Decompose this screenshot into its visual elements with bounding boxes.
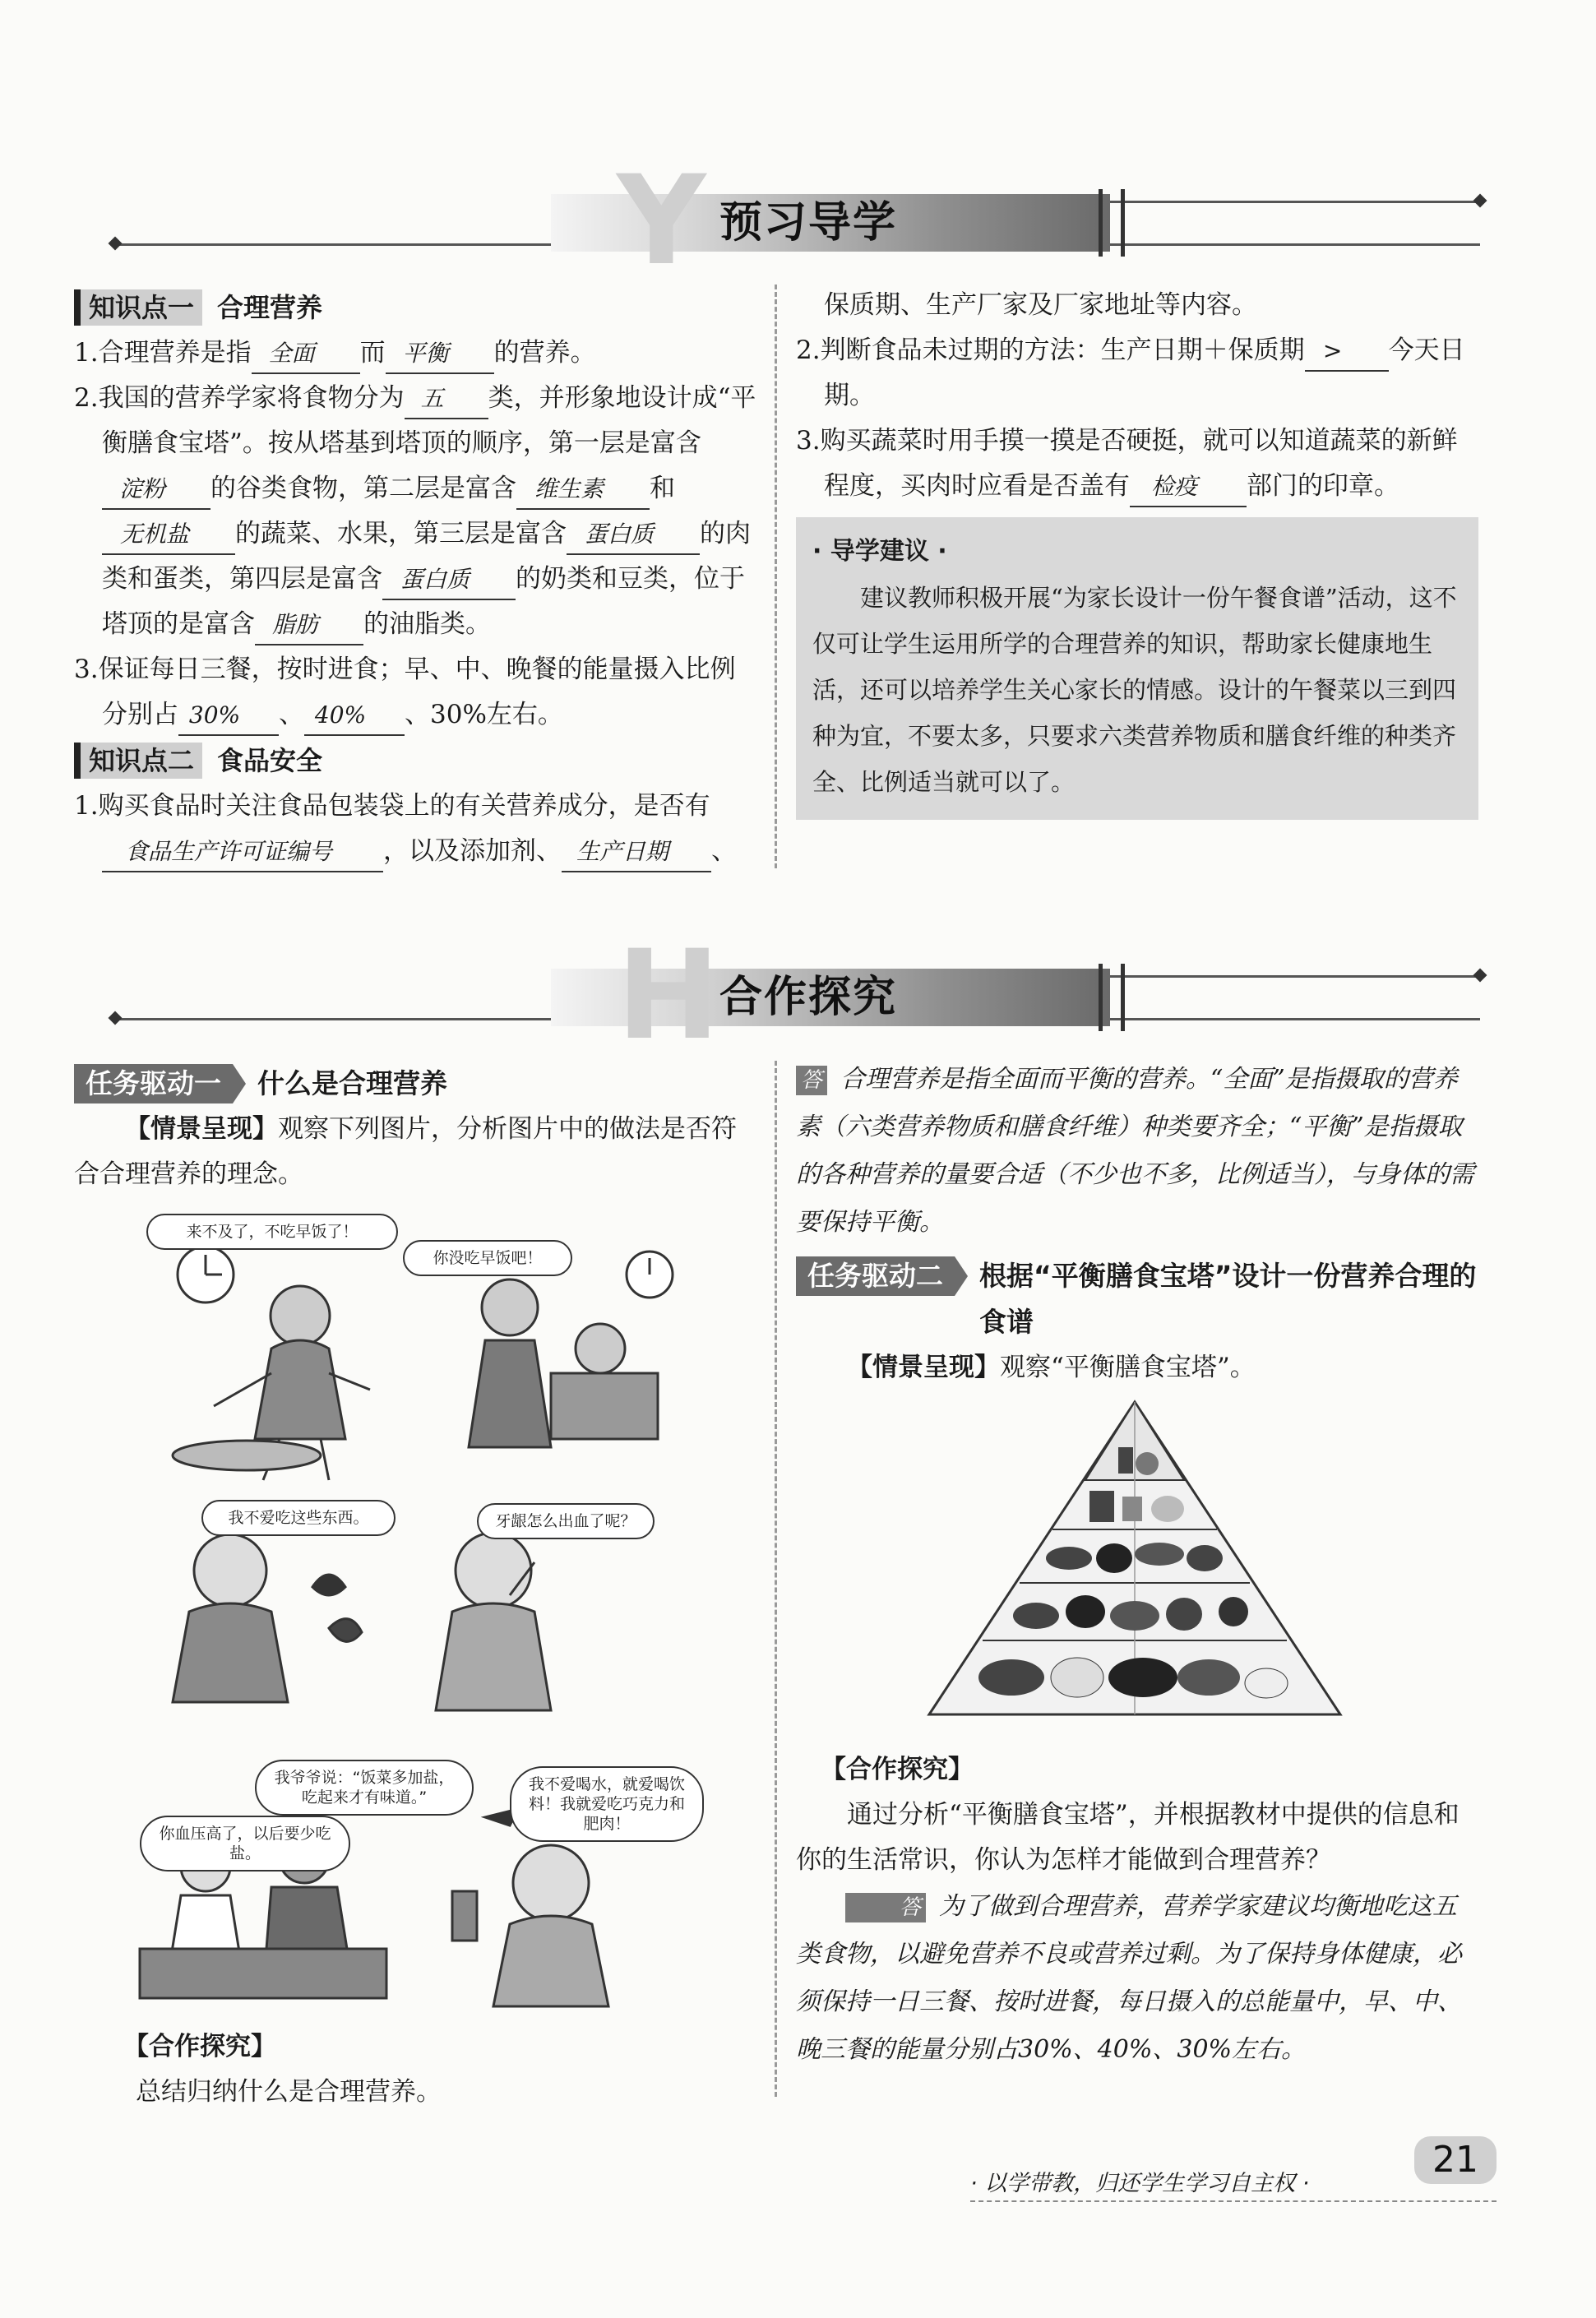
task2-scene: 【情景呈现】观察“平衡膳食宝塔”。 [847,1353,1256,1382]
kp2-tag: 知识点二 [74,743,202,779]
task1-scene: 【情景呈现】观察下列图片，分析图片中的做法是否符合合理营养的理念。 [74,1114,737,1189]
section-letter: Y [617,150,706,293]
blank: 平衡 [386,335,494,374]
tip-text: 建议教师积极开展“为家长设计一份午餐食谱”活动，这不仅可让学生运用所学的合理营养的知识，帮助家长健康地生活，还可以培养学生关心家长的情感。设计的午餐菜以三到四种为宜，不要太多，只要求六类营养物质和膳食纤维的种类齐全、比例适当就可以了。 [812,584,1457,796]
section-title: 合作探究 [719,973,898,1022]
rule-dot-left [109,1011,123,1025]
blank: 生产日期 [562,833,711,872]
task1-coop-label: 【合作探究】 [123,2032,276,2061]
task1-tag: 任务驱动一 [74,1064,233,1103]
answer-mark: 答 [845,1893,926,1922]
task2-answer: 答 为了做到合理营养，营养学家建议均衡地吃这五类食物，以避免营养不良或营养过剩。为了保持身体健康，必须保持一日三餐、按时进餐，每日摄入的总能量中，早、中、晚三餐的能量分别占30%、40%、30%左右。 [796,1892,1462,2064]
task2-coop-label: 【合作探究】 [821,1755,974,1784]
task2-coop [796,1747,1478,2074]
preview-left-column [74,285,756,874]
kp2-q1: 1.购买食品时关注食品包装袋上的有关营养成分，是否有食品生产许可证编号 ，以及添加剂、 生产日期 、 [74,784,756,874]
rule-dot-right [1473,194,1487,208]
kp2-title: 食品安全 [217,744,323,776]
blank: > [1305,332,1389,372]
speech-bubble: 你血压高了，以后要少吃盐。 [140,1816,350,1872]
section-header-preview [115,150,1480,293]
blank: 维生素 [516,470,650,510]
blank: 蛋白质 [382,561,516,600]
answer-mark: 答 [796,1066,827,1095]
task2-title: 根据“平衡膳食宝塔”设计一份营养合理的食谱 [979,1260,1477,1338]
section-title: 预习导学 [719,198,898,248]
kp1-q1: 1.合理营养是指 全面 而 平衡 的营养。 [74,331,756,376]
section-letter: H [617,924,720,1067]
blank: 脂肪 [255,606,363,645]
kp1-heading [74,285,756,331]
task2-heading [796,1253,1478,1345]
blank: 食品生产许可证编号 [102,833,383,872]
rule-dot-left [109,237,123,251]
kp1-title: 合理营养 [217,291,323,323]
footer-rule [970,2200,1497,2202]
food-pyramid-illustration [921,1394,1349,1723]
preview-right-column [796,283,1478,820]
task2-coop-text: 通过分析“平衡膳食宝塔”，并根据教材中提供的信息和你的生活常识，你认为怎样才能做到合理营养？ [796,1800,1460,1875]
task1-heading [74,1061,756,1107]
kp1-q2: 2.我国的营养学家将食物分为 五 类，并形象地设计成“平衡膳食宝塔”。按从塔基到塔顶的顺序，第一层是富含淀粉 的谷类食物，第二层是富含 维生素 和无机盐 的蔬菜、水果，第三层是富含 蛋白质 的肉类和蛋类，第四层是富含 蛋白质 的奶类和豆类，位于塔顶的是富含 脂肪 的油脂类。 [74,376,756,647]
task1-answer: 答 合理营养是指全面而平衡的营养。“全面”是指摄取的营养素（六类营养物质和膳食纤维）种类要齐全；“平衡”是指摄取的各种营养的量要合适（不少也不多，比例适当），与身体的需要保持平衡。 [796,1065,1474,1237]
kp2-q2: 2.判断食品未过期的方法：生产日期＋保质期 > 今天日期。 [796,328,1478,419]
task1-column [74,1061,756,1197]
blank: 30% [178,696,279,736]
kp1-q3: 3.保证每日三餐，按时进食；早、中、晚餐的能量摄入比例分别占 30% 、 40% 、30%左右。 [74,647,756,738]
column-divider-bottom [775,1061,777,2097]
kp2-q3: 3.购买蔬菜时用手摸一摸是否硬挺，就可以知道蔬菜的新鲜程度，买肉时应看是否盖有 检疫 部门的印章。 [796,419,1478,509]
speech-bubble: 牙龈怎么出血了呢？ [477,1503,655,1539]
tip-title: · 导学建议 · [812,537,947,566]
page-number: 21 [1414,2136,1497,2184]
kp1-tag: 知识点一 [74,289,202,326]
task2-column [796,1056,1478,1390]
blank: 蛋白质 [567,516,700,555]
speech-bubble: 我不爱吃这些东西。 [201,1500,396,1536]
speech-bubble: 我不爱喝水，就爱喝饮料！我就爱吃巧克力和肥肉！ [510,1766,704,1842]
study-tip-box [796,517,1478,820]
blank: 全面 [252,335,360,374]
speech-bubble: 我爷爷说：“饭菜多加盐，吃起来才有味道。” [255,1760,474,1816]
blank: 40% [304,696,405,736]
kp2-q1-continued: 保质期、生产厂家及厂家地址等内容。 [824,290,1257,320]
rule-dot-right [1473,969,1487,983]
cartoon-illustrations [123,1209,699,2023]
task2-tag: 任务驱动二 [796,1256,955,1296]
task1-title: 什么是合理营养 [257,1067,447,1099]
speech-bubble: 来不及了，不吃早饭了！ [146,1214,398,1250]
column-divider-top [775,285,777,868]
header-bars [1099,964,1125,1031]
task1-coop-text: 总结归纳什么是合理营养。 [136,2077,442,2107]
task1-coop [123,2024,756,2115]
speech-bubble: 你没吃早饭吧！ [403,1240,572,1276]
kp2-heading [74,738,756,784]
blank: 五 [405,380,488,419]
blank: 检疫 [1130,468,1247,507]
section-header-cooperation [115,924,1480,1067]
blank: 淀粉 [102,470,210,510]
header-bars [1099,189,1125,257]
blank: 无机盐 [102,516,235,555]
footer-slogan: · 以学带教，归还学生学习自主权 · [970,2171,1310,2196]
